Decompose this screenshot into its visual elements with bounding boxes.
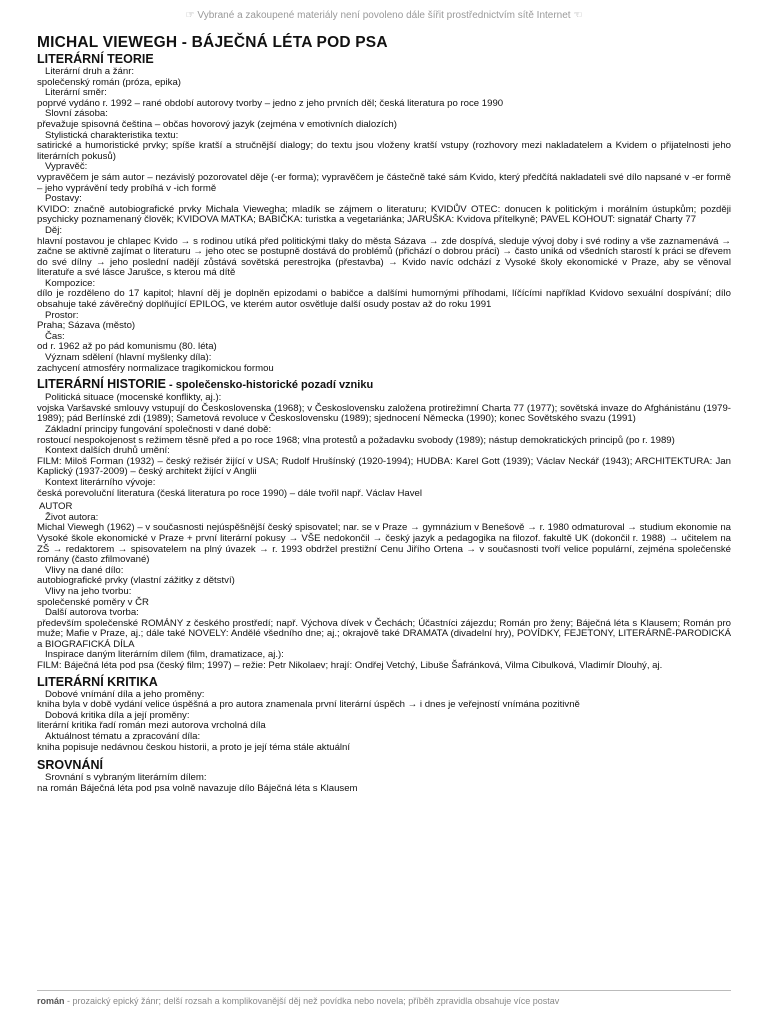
field-value: dílo je rozděleno do 17 kapitol; hlavní děj je doplněn epizodami o babičce a dalšími humornými příhodami, líčícími například Kvidovo sexuální dospívání; dílo obsahuje také závěrečný doplňující EPILOG, ve kterém autor osvětluje další osudy postav až do roku 1991 — [37, 288, 731, 311]
section-heading-teorie: LITERÁRNÍ TEORIE — [37, 52, 154, 66]
field-value: FILM: Báječná léta pod psa (český film; 1997) – režie: Petr Nikolaev; hrají: Ondřej Vetchý, Libuše Šafránková, Vilma Cibulková, Vladimír Dlouhý, aj. — [37, 660, 663, 672]
field-label: Prostor: — [45, 309, 79, 321]
field-value: vypravěčem je sám autor – nezávislý pozorovatel děje (-er forma); vypravěčem je částečně také sám Kvido, který předčítá nakladateli své dílo napsané v -er formě – jeho vyprávění tedy probíhá v -ich formě — [37, 171, 731, 194]
section-heading-kritika: LITERÁRNÍ KRITIKA — [37, 674, 158, 689]
field-value: KVIDO: značně autobiografické prvky Michala Viewegha; mladík se zájmem o literaturu; KVIDŮV OTEC: donucen k politickým i morálním ústupkům; později psychicky poznamenaný člověk; KVIDOVA MATKA; BABIČKA: turistka a vegetariánka; JARUŠKA: Kvidova přítelkyně; PAVEL KOHOUT: signatář Charty 77 — [37, 203, 731, 226]
footer-definition: - prozaický epický žánr; delší rozsah a komplikovanější děj než povídka nebo novela; příběh zpravidla obsahuje více postav — [64, 996, 560, 1006]
field-label: Literární směr: — [45, 87, 107, 99]
field-label: Kontext literárního vývoje: — [45, 476, 156, 488]
document-body — [37, 34, 731, 794]
section-kritika — [37, 690, 731, 754]
copyright-notice: ☞ Vybrané a zakoupené materiály není povoleno dále šířit prostřednictvím sítě Internet ☜ — [185, 10, 583, 21]
field-value: literární kritika řadí román mezi autorova vrcholná díla — [37, 720, 266, 732]
field-label: Inspirace daným literárním dílem (film, dramatizace, aj.): — [45, 649, 284, 661]
field-label: Čas: — [45, 330, 65, 342]
field-label: Děj: — [45, 224, 63, 236]
field-label: Srovnání s vybraným literárním dílem: — [45, 772, 207, 784]
field-value: hlavní postavou je chlapec Kvido → s rodinou utíká před politickými tlaky do města Sázava → zde dospívá, sleduje vývoj doby i své rodiny a vše zaznamenává → začne se aktivně zajímat o literaturu → jeho otec se postupně dostává do problémů (přichází o dobrou práci) → často uniká od všedních starostí k práci se dřevem do své dílny → jeho poslední nadějí zůstává sovětská perestrojka (přestavba) → Kvido navíc odchází z Vysoké školy ekonomické v Praze, aby se věnoval literatuře a své lásce Jarušce, s kterou má dítě — [37, 235, 731, 279]
field-label: Vlivy na dané dílo: — [45, 564, 124, 576]
field-value: především společenské ROMÁNY z českého prostředí; např. Výchova dívek v Čechách; Účastníci zájezdu; Román pro ženy; Báječná léta s Klausem; Román pro muže; Mafie v Praze, aj.; dále také NOVELY: Andělé všedního dne; aj.; okrajově také DRAMATA (divadelní hry), POVÍDKY, FEJETONY, LITERÁRNĚ-PARODICKÁ a BIOGRAFICKÁ DÍLA — [37, 617, 731, 650]
field-label: Kompozice: — [45, 277, 96, 289]
field-label: Aktuálnost tématu a zpracování díla: — [45, 731, 201, 743]
field-value: společenský román (próza, epika) — [37, 76, 181, 88]
field-label: Význam sdělení (hlavní myšlenky díla): — [45, 352, 212, 364]
section-historie — [37, 393, 731, 499]
historie-heading-main: LITERÁRNÍ HISTORIE — [37, 377, 166, 392]
field-value: kniha byla v době vydání velice úspěšná a pro autora znamenala první literární úspěch → i dnes je veřejností vnímána pozitivně — [37, 699, 580, 711]
footer-term: román — [37, 996, 65, 1006]
field-label: Literární druh a žánr: — [45, 66, 135, 77]
section-heading-historie — [37, 377, 731, 393]
field-label: Dobová kritika díla a její proměny: — [45, 709, 190, 721]
field-label: Postavy: — [45, 193, 82, 205]
section-autor — [37, 513, 731, 672]
field-value: zachycení atmosféry normalizace tragikomickou formou — [37, 362, 274, 374]
historie-heading-sub: - společensko-historické pozadí vzniku — [165, 379, 374, 392]
footer-note — [37, 996, 731, 1006]
field-value: vojska Varšavské smlouvy vstupují do Československa (1968); v Československu založena protirežimní Charta 77 (1977); sovětská invaze do Afghánistánu (1979-1989); pád Berlínské zdi (1989); Sametová revoluce v Československu (1989); sjednocení Německa (1990); konec Sovětského svazu (1991) — [37, 402, 731, 425]
field-label: Další autorova tvorba: — [45, 607, 139, 619]
field-value: na román Báječná léta pod psa volně navazuje dílo Báječná léta s Klausem — [37, 782, 358, 794]
field-label: Kontext dalších druhů umění: — [45, 445, 170, 457]
field-value: satirické a humoristické prvky; spíše kratší a stručnější dialogy; do textu jsou vloženy kratší vstupy (rozhovory mezi nakladatelem a Kvidem o přijatelnosti jeho literárních pokusů) — [37, 140, 731, 162]
field-value: společenské poměry v ČR — [37, 596, 149, 608]
field-value: rostoucí nespokojenost s režimem těsně před a po roce 1968; vlna protestů a požadavku svobody (1989); nástup demokratických principů (po r. 1989) — [37, 434, 675, 446]
document-title: MICHAL VIEWEGH - BÁJEČNÁ LÉTA POD PSA — [37, 34, 388, 51]
field-value: Michal Viewegh (1962) – v současnosti nejúspěšnější český spisovatel; nar. se v Praze → gymnázium v Benešově → r. 1980 odmaturoval → studium ekonomie na Vysoké škole ekonomické v Praze + první literární pokusy → VŠE nedokončil → český jazyk a pedagogika na filozof. fakultě UK (dokončil r. 1988) → učitelem na ZŠ → redaktorem → spisovatelem na plný úvazek → r. 1993 obdržel prestižní Cenu Jiřího Ortena → v současnosti tvoří velice populární, zejména společenské romány (často zfilmované) — [37, 522, 731, 566]
field-label: Vypravěč: — [45, 161, 88, 173]
field-value: Praha; Sázava (město) — [37, 320, 136, 332]
field-value: autobiografické prvky (vlastní zážitky z dětství) — [37, 575, 235, 587]
field-label: Politická situace (mocenské konflikty, aj.): — [45, 392, 222, 404]
field-label: Stylistická charakteristika textu: — [45, 129, 179, 141]
section-teorie — [37, 67, 731, 374]
field-value: kniha popisuje nedávnou českou historii, a proto je její téma stále aktuální — [37, 741, 351, 753]
field-value: FILM: Miloš Forman (1932) – český režisér žijící v USA; Rudolf Hrušínský (1920-1994); HUDBA: Karel Gott (1939); Václav Neckář (1943); ARCHITEKTURA: Jan Kaplický (1937-2009) – český architekt žijící v Anglii — [37, 455, 731, 478]
field-value: poprvé vydáno r. 1992 – rané období autorovy tvorby – jedno z jeho prvních děl; česká literatura po roce 1990 — [37, 97, 504, 109]
field-label: Základní principy fungování společnosti v dané době: — [45, 424, 272, 435]
section-heading-srovnani: SROVNÁNÍ — [37, 758, 103, 773]
field-value: česká porevoluční literatura (česká literatura po roce 1990) – dále tvořil např. Václav Havel — [37, 487, 423, 499]
field-label: Vlivy na jeho tvorbu: — [45, 585, 132, 597]
section-srovnani — [37, 773, 731, 794]
footer-divider — [37, 990, 731, 991]
field-value: převažuje spisovná čeština – občas hovorový jazyk (zejména v emotivních dialozích) — [37, 118, 397, 130]
field-label: Slovní zásoba: — [45, 108, 108, 120]
section-heading-autor: AUTOR — [39, 501, 73, 513]
field-value: od r. 1962 až po pád komunismu (80. léta) — [37, 341, 217, 353]
field-label: Dobové vnímání díla a jeho proměny: — [45, 688, 205, 700]
field-label: Život autora: — [45, 511, 99, 523]
